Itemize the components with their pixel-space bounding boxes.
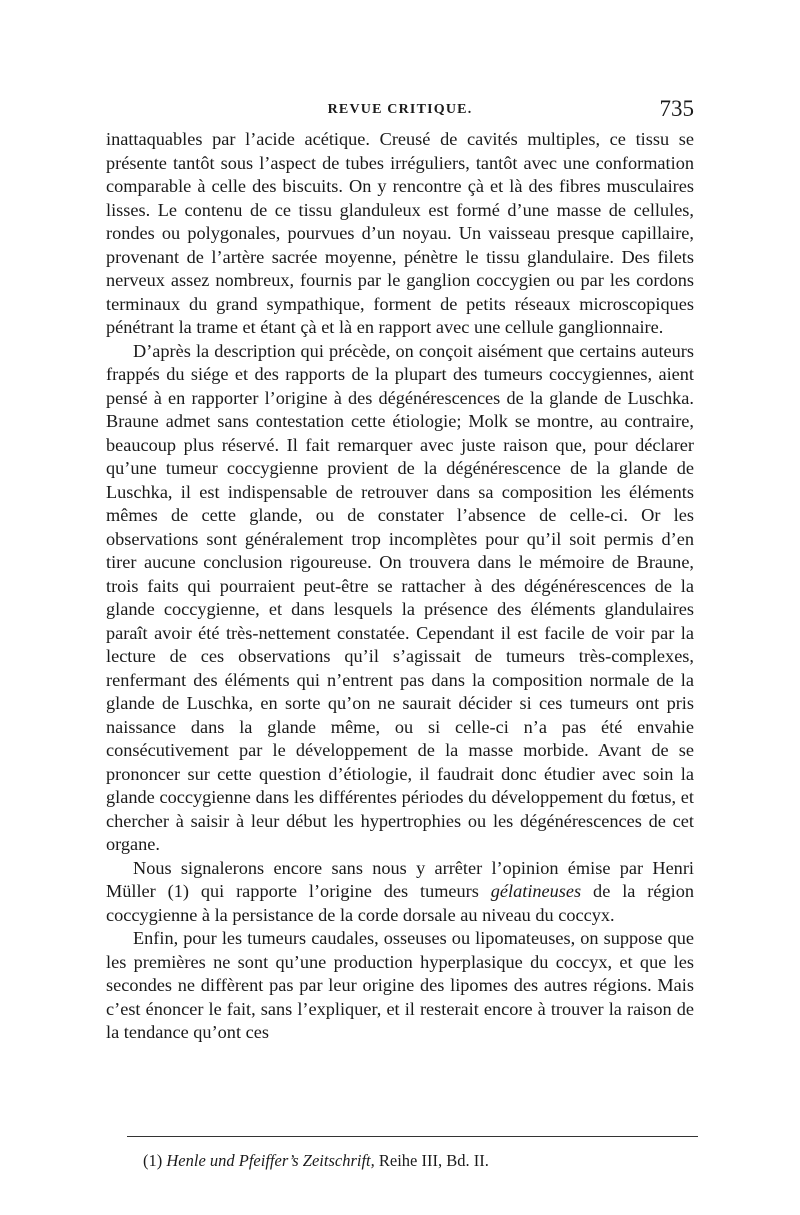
footnote-rule: [127, 1136, 698, 1137]
body-text: [106, 128, 694, 1045]
footnote-marker: (1): [143, 1151, 163, 1170]
paragraph-braune-molk: D’après la description qui précède, on conçoit aisément que certains auteurs frappés du siége et des rapports de la plupart des tumeurs coccygiennes, aient pensé à en rapporter l’origine à des dégénérescences de la glande de Luschka. Braune admet sans contestation cette étiologie; Molk se montre, au contraire, beaucoup plus réservé. Il fait remarquer avec juste raison que, pour déclarer qu’une tumeur coccygienne provient de la dégénérescence de la glande de Luschka, il est indispensable de retrouver dans sa composition les éléments mêmes de cette glande, ou de constater l’absence de celle-ci. Or les observations sont généralement trop incomplètes pour qu’il soit permis d’en tirer aucune conclusion rigoureuse. On trouvera dans le mémoire de Braune, trois faits qui pourraient peut-être se rattacher à des dégénérescences de la glande coccygienne, et dans lesquels la présence des éléments glandulaires paraît avoir été très-nettement constatée. Cependant il est facile de voir par la lecture de ces observations qu’il s’agissait de tumeurs très-complexes, renfermant des éléments qui n’entrent pas dans la composition normale de la glande de Luschka, en sorte qu’on ne saurait décider si ces tumeurs ont pris naissance dans la glande même, ou si celle-ci n’a pas été envahie consécutivement par le développement de la masse morbide. Avant de se prononcer sur cette question d’étiologie, il faudrait donc étudier avec soin la glande coccygienne dans les différentes périodes du développement du fœtus, et chercher à saisir à leur début les hypertrophies ou les dégénérescences de cet organe.: [106, 340, 694, 854]
paragraph-continuation: inattaquables par l’acide acétique. Creusé de cavités multiples, ce tissu se présente tantôt sous l’aspect de tubes irréguliers, tantôt avec une conformation comparable à celle des biscuits. On y rencontre çà et là des fibres musculaires lisses. Le contenu de ce tissu glanduleux est formé d’une masse de cellules, rondes ou polygonales, pourvues d’un noyau. Un vaisseau presque capillaire, provenant de l’artère sacrée moyenne, pénètre le tissu glandulaire. Des filets nerveux assez nombreux, fournis par le ganglion coccygien ou par les cordons terminaux du grand sympathique, forment de petits réseaux microscopiques pénétrant la trame et étant çà et là en rapport avec une cellule ganglionnaire.: [106, 129, 694, 337]
footnote-reference: Reihe III, Bd. II.: [378, 1151, 489, 1170]
paragraph-muller: [106, 857, 694, 928]
muller-text-end: de la région coccygienne à la persistance de la corde dorsale au niveau du coccyx.: [106, 881, 694, 925]
muller-text-start: Nous signalerons encore sans nous y arrêter l’opinion émise par Henri Müller (1) qui rapporte l’origine des tumeurs: [106, 857, 694, 901]
footnote: [143, 1150, 703, 1172]
gelatineuses-italic: gélatineuses: [490, 881, 582, 901]
running-title: REVUE CRITIQUE.: [327, 102, 473, 117]
paragraph-enfin: Enfin, pour les tumeurs caudales, osseuses ou lipomateuses, on suppose que les premières ne sont qu’une production hyperplasique du coccyx, et que les secondes ne diffèrent pas par leur origine des lipomes des autres régions. Mais c’est énoncer le fait, sans l’expliquer, et il resterait encore à trouver la raison de la tendance qu’ont ces: [106, 928, 694, 1042]
page-number: 735: [659, 96, 694, 121]
footnote-source: Henle und Pfeiffer’s Zeitschrift,: [166, 1151, 375, 1170]
running-head: [106, 96, 694, 126]
